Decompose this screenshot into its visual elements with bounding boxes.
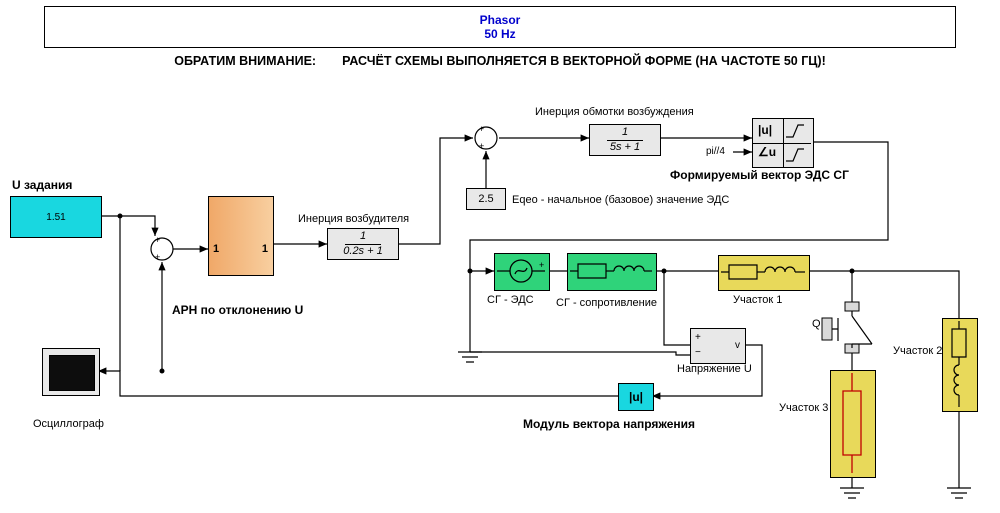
avr-label: АРН по отклонению U (172, 303, 304, 317)
phasor-title: Phasor (479, 13, 521, 27)
u-setpoint-display[interactable] (10, 196, 102, 238)
u-setpoint-label: U задания (12, 178, 73, 192)
resistor-vertical-icon (831, 371, 873, 475)
svg-text:+: + (479, 124, 485, 134)
voltage-meas-output-port: v (735, 340, 740, 351)
ac-source-icon (495, 254, 547, 288)
field-inertia-block[interactable] (589, 124, 661, 156)
voltage-measurement-label: Напряжение U (677, 363, 752, 375)
sg-impedance-block[interactable] (567, 253, 657, 291)
angle-input-label: pi//4 (706, 146, 725, 157)
scope-label: Осциллограф (33, 418, 104, 430)
note-text: РАСЧЁТ СХЕМЫ ВЫПОЛНЯЕТСЯ В ВЕКТОРНОЙ ФОРМЕ (НА ЧАСТОТЕ 50 ГЦ)! (342, 54, 826, 68)
exciter-tf-denominator: 0.2s + 1 (343, 244, 383, 257)
svg-text:+: + (155, 252, 161, 262)
svg-text:+: + (539, 260, 545, 270)
constant-value: 2.5 (478, 193, 494, 205)
rl-branch-icon (719, 256, 807, 288)
svg-text:+: + (155, 235, 161, 245)
u-setpoint-value: 1.51 (46, 211, 66, 223)
breaker-label: Q (812, 318, 821, 330)
avr-block[interactable] (208, 196, 274, 276)
constant-label: Eqeo - начальное (базовое) значение ЭДС (512, 194, 730, 206)
sg-emf-label: СГ - ЭДС (487, 294, 534, 306)
field-inertia-label: Инерция обмотки возбуждения (535, 106, 694, 118)
constant-block[interactable] (466, 188, 506, 210)
voltage-meas-plus-port: + (695, 332, 701, 343)
voltage-magnitude-block[interactable] (618, 383, 654, 411)
voltage-measurement-block[interactable] (690, 328, 746, 364)
exciter-tf-numerator: 1 (359, 229, 367, 242)
avr-output-port-label: 1 (261, 243, 268, 255)
scope-block[interactable] (42, 348, 100, 396)
exciter-inertia-block[interactable] (327, 228, 399, 260)
section2-block[interactable] (942, 318, 978, 412)
section1-label: Участок 1 (733, 294, 783, 306)
sg-impedance-label: СГ - сопротивление (556, 297, 658, 309)
voltage-meas-minus-port: − (695, 347, 701, 358)
mag-angle-waveform-icon (784, 119, 813, 167)
phasor-frequency: 50 Hz (484, 27, 516, 41)
rl-branch-icon (568, 254, 654, 288)
field-tf-numerator: 1 (621, 125, 629, 138)
section2-label: Участок 2 (893, 345, 943, 357)
mag-angle-magnitude-label: |u| (758, 123, 773, 137)
mag-angle-angle-label: ∠u (758, 145, 777, 159)
scope-screen (49, 355, 95, 391)
section3-block[interactable] (830, 370, 876, 478)
phasor-powergui-block[interactable] (44, 6, 956, 48)
field-tf-denominator: 5s + 1 (609, 140, 641, 153)
sg-emf-source-block[interactable] (494, 253, 550, 291)
rl-branch-vertical-icon (943, 319, 975, 409)
note-line (0, 52, 1000, 70)
section1-block[interactable] (718, 255, 810, 291)
svg-text:+: + (479, 141, 485, 151)
magnitude-angle-to-complex-block[interactable] (752, 118, 814, 168)
voltage-magnitude-label: Модуль вектора напряжения (523, 417, 696, 431)
voltage-magnitude-text: |u| (628, 390, 644, 404)
section3-label: Участок 3 (779, 402, 829, 414)
avr-input-port-label: 1 (213, 243, 220, 255)
note-prefix: ОБРАТИМ ВНИМАНИЕ: (174, 54, 317, 68)
emf-vector-label: Формируемый вектор ЭДС СГ (670, 168, 849, 182)
exciter-inertia-label: Инерция возбудителя (298, 213, 410, 225)
